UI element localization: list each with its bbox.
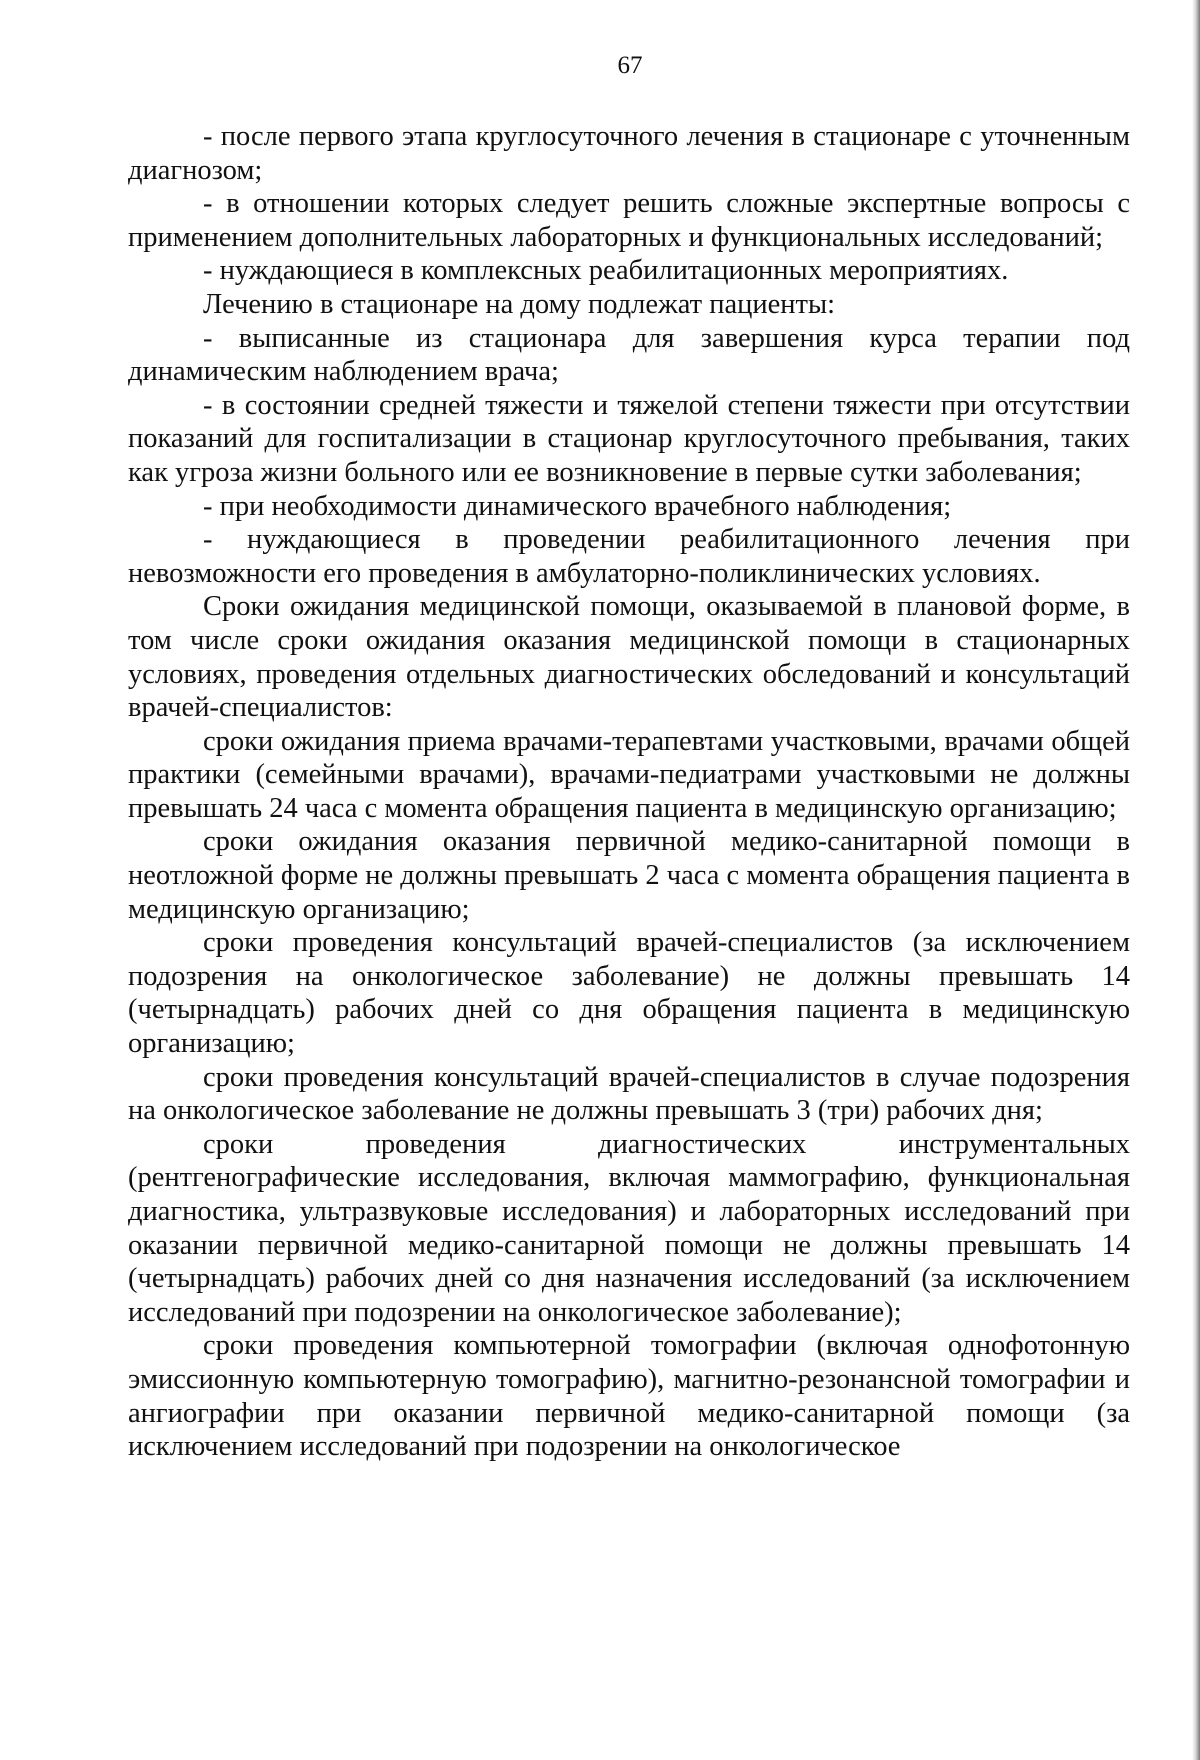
paragraph: - после первого этапа круглосуточного лечения в стационаре с уточненным диагнозом; xyxy=(128,121,1130,186)
paragraph: сроки проведения консультаций врачей-специалистов в случае подозрения на онкологическое заболевание не должны превышать 3 (три) рабочих дня; xyxy=(128,1061,1130,1127)
page-number: 67 xyxy=(617,52,643,79)
paragraph: сроки проведения диагностических инструментальных (рентгенографические исследования, включая маммографию, функциональная диагностика, ультразвуковые исследования) и лабораторных исследований при оказании первичной медико-санитарной помощи не должны превышать 14 (четырнадцать) рабочих дней со дня назначения исследований (за исключением исследований при подозрении на онкологическое заболевание); xyxy=(128,1128,1130,1328)
paragraph: - выписанные из стационара для завершения курса терапии под динамическим наблюдением врача; xyxy=(128,322,1130,388)
paragraph: - при необходимости динамического врачебного наблюдения; xyxy=(203,490,952,522)
paragraph: сроки проведения компьютерной томографии (включая однофотонную эмиссионную компьютерную томографию), магнитно-резонансной томографии и ангиографии при оказании первичной медико-санитарной помощи (за исключением исследований при подозрении на онкологическое xyxy=(128,1330,1130,1463)
paragraph: - нуждающиеся в комплексных реабилитационных мероприятиях. xyxy=(203,255,1009,287)
scan-edge-shadow xyxy=(1192,0,1200,1760)
paragraph: - в отношении которых следует решить сложные экспертные вопросы с применением дополнительных лабораторных и функциональных исследований; xyxy=(128,188,1130,253)
paragraph: сроки проведения консультаций врачей-специалистов (за исключением подозрения на онкологическое заболевание) не должны превышать 14 (четырнадцать) рабочих дней со дня обращения пациента в медицинскую организацию; xyxy=(128,927,1130,1060)
paragraph: сроки ожидания оказания первичной медико-санитарной помощи в неотложной форме не должны превышать 2 часа с момента обращения пациента в медицинскую организацию; xyxy=(128,826,1130,925)
paragraph: Лечению в стационаре на дому подлежат пациенты: xyxy=(203,288,836,320)
document-body xyxy=(128,120,1130,1464)
paragraph: - в состоянии средней тяжести и тяжелой степени тяжести при отсутствии показаний для госпитализации в стационар круглосуточного пребывания, таких как угроза жизни больного или ее возникновение в первые сутки заболевания; xyxy=(128,389,1130,488)
paragraph: - нуждающиеся в проведении реабилитационного лечения при невозможности его проведения в амбулаторно-поликлинических условиях. xyxy=(128,524,1130,589)
paragraph: сроки ожидания приема врачами-терапевтами участковыми, врачами общей практики (семейными врачами), врачами-педиатрами участковыми не должны превышать 24 часа с момента обращения пациента в медицинскую организацию; xyxy=(128,725,1130,824)
paragraph: Сроки ожидания медицинской помощи, оказываемой в плановой форме, в том числе сроки ожидания оказания медицинской помощи в стационарных условиях, проведения отдельных диагностических обследований и консультаций врачей-специалистов: xyxy=(128,591,1130,724)
